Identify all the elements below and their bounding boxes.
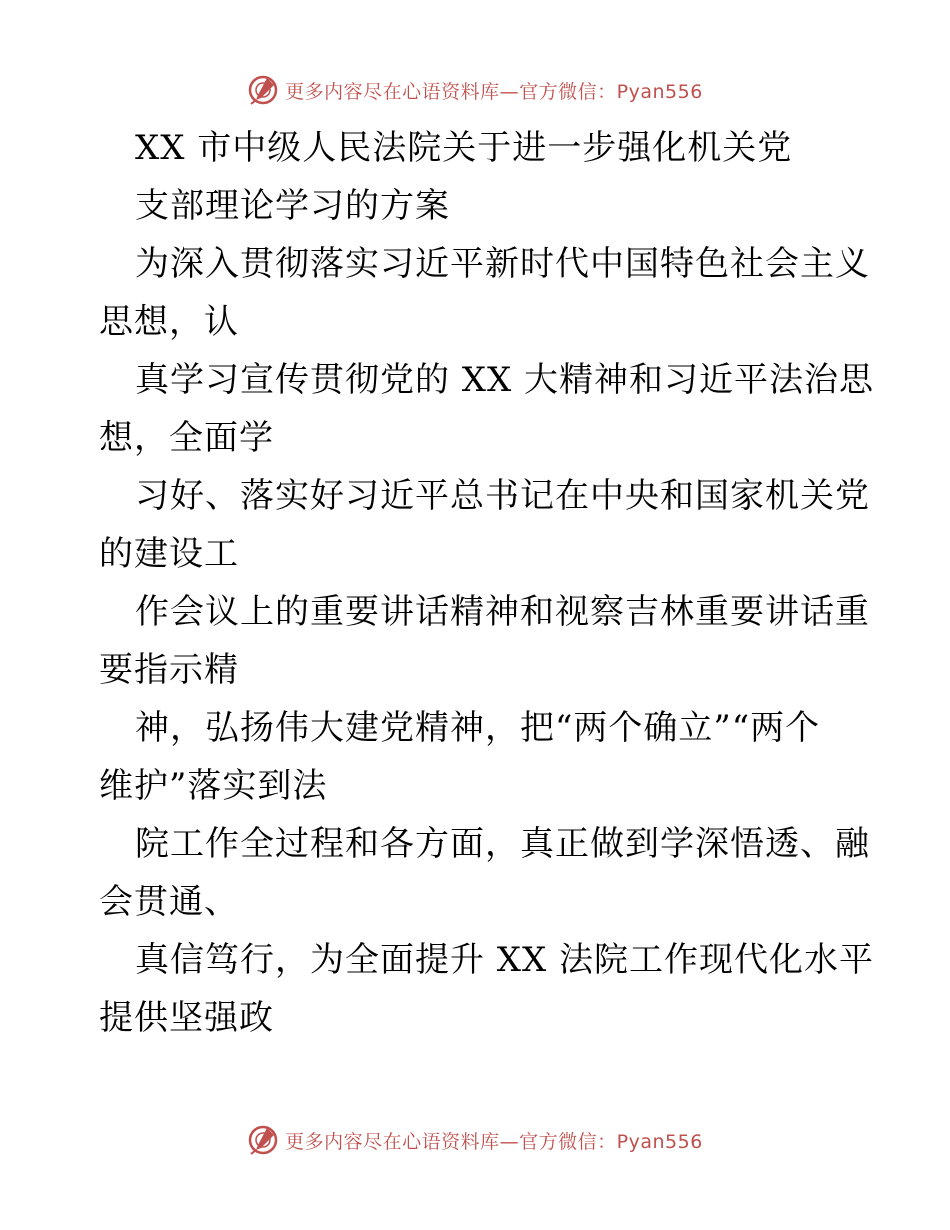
pen-in-circle-logo-icon: [247, 74, 279, 106]
paragraph-line: 提供坚强政: [99, 998, 274, 1038]
pen-in-circle-logo-icon: [247, 1124, 279, 1156]
document-title-line-2: 支部理论学习的方案: [135, 186, 450, 226]
paragraph-line: 真信笃行，为全面提升 XX 法院工作现代化水平: [135, 940, 875, 980]
header-banner: [0, 70, 950, 110]
paragraph-line: 院工作全过程和各方面，真正做到学深悟透、融: [135, 824, 870, 864]
paragraph-line: 想，全面学: [99, 418, 274, 458]
paragraph-line: 为深入贯彻落实习近平新时代中国特色社会主义: [135, 244, 870, 284]
paragraph-line: 要指示精: [99, 650, 239, 690]
document-title-line-1: XX 市中级人民法院关于进一步强化机关党: [135, 128, 793, 168]
paragraph-line: 会贯通、: [99, 882, 239, 922]
footer-banner: [0, 1120, 950, 1160]
banner-text: 更多内容尽在心语资料库—官方微信：Pyan556: [285, 1130, 703, 1153]
banner-text: 更多内容尽在心语资料库—官方微信：Pyan556: [285, 80, 703, 103]
paragraph-line: 维护”落实到法: [99, 766, 328, 806]
paragraph-line: 习好、落实好习近平总书记在中央和国家机关党: [135, 476, 870, 516]
paragraph-line: 的建设工: [99, 534, 239, 574]
paragraph-line: 作会议上的重要讲话精神和视察吉林重要讲话重: [135, 592, 870, 632]
paragraph-line: 神，弘扬伟大建党精神，把“两个确立”“两个: [135, 708, 821, 748]
paragraph-line: 真学习宣传贯彻党的 XX 大精神和习近平法治思: [135, 360, 875, 400]
paragraph-line: 思想，认: [99, 302, 239, 342]
